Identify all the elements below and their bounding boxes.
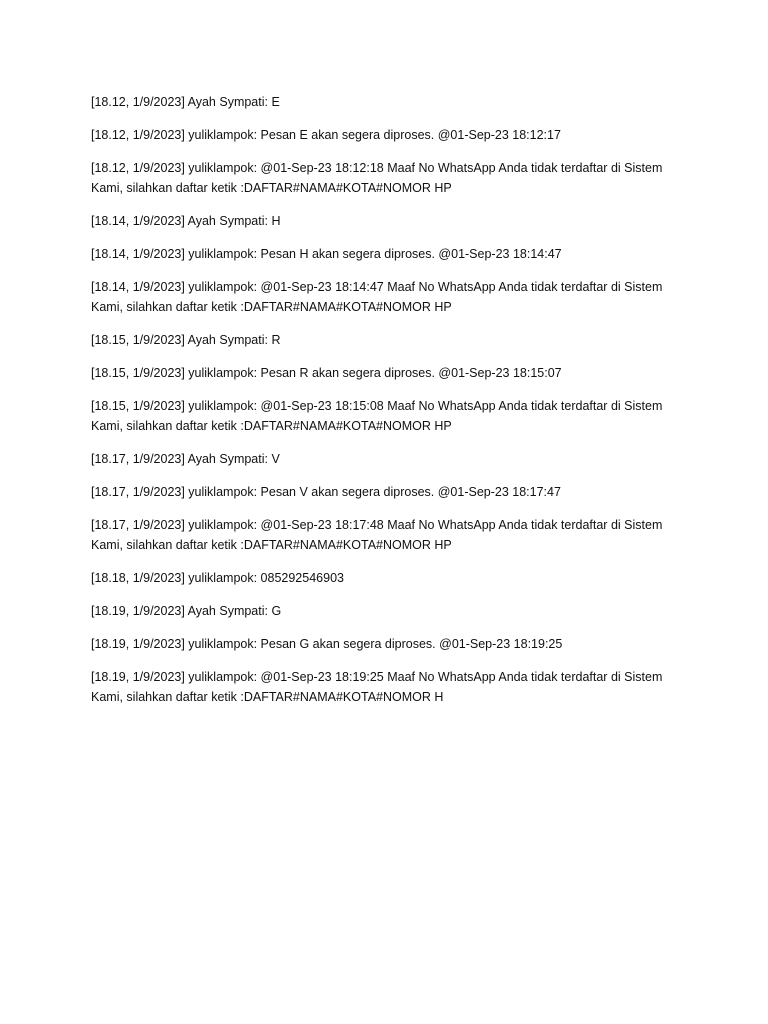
chat-message: [18.19, 1/9/2023] yuliklampok: Pesan G akan segera diproses. @01-Sep-23 18:19:25 [91, 637, 563, 651]
chat-message: [18.15, 1/9/2023] Ayah Sympati: R [91, 333, 281, 347]
chat-message: [18.15, 1/9/2023] yuliklampok: @01-Sep-23 18:15:08 Maaf No WhatsApp Anda tidak terdaftar di Sistem Kami, silahkan daftar ketik :DAFTAR#NAMA#KOTA#NOMOR HP [91, 399, 663, 433]
chat-message: [18.15, 1/9/2023] yuliklampok: Pesan R akan segera diproses. @01-Sep-23 18:15:07 [91, 366, 562, 380]
chat-message: [18.12, 1/9/2023] yuliklampok: @01-Sep-23 18:12:18 Maaf No WhatsApp Anda tidak terdaftar di Sistem Kami, silahkan daftar ketik :DAFTAR#NAMA#KOTA#NOMOR HP [91, 161, 663, 195]
chat-message: [18.12, 1/9/2023] yuliklampok: Pesan E akan segera diproses. @01-Sep-23 18:12:17 [91, 128, 561, 142]
chat-message: [18.17, 1/9/2023] yuliklampok: Pesan V akan segera diproses. @01-Sep-23 18:17:47 [91, 485, 561, 499]
chat-message: [18.19, 1/9/2023] yuliklampok: @01-Sep-23 18:19:25 Maaf No WhatsApp Anda tidak terdaftar di Sistem Kami, silahkan daftar ketik :DAFTAR#NAMA#KOTA#NOMOR H [91, 670, 663, 704]
chat-message: [18.17, 1/9/2023] Ayah Sympati: V [91, 452, 280, 466]
chat-message: [18.14, 1/9/2023] yuliklampok: Pesan H akan segera diproses. @01-Sep-23 18:14:47 [91, 247, 562, 261]
chat-message: [18.18, 1/9/2023] yuliklampok: 085292546903 [91, 571, 344, 585]
chat-message: [18.17, 1/9/2023] yuliklampok: @01-Sep-23 18:17:48 Maaf No WhatsApp Anda tidak terdaftar di Sistem Kami, silahkan daftar ketik :DAFTAR#NAMA#KOTA#NOMOR HP [91, 518, 663, 552]
chat-message: [18.12, 1/9/2023] Ayah Sympati: E [91, 95, 280, 109]
chat-message: [18.14, 1/9/2023] yuliklampok: @01-Sep-23 18:14:47 Maaf No WhatsApp Anda tidak terdaftar di Sistem Kami, silahkan daftar ketik :DAFTAR#NAMA#KOTA#NOMOR HP [91, 280, 663, 314]
chat-message: [18.19, 1/9/2023] Ayah Sympati: G [91, 604, 282, 618]
document-page [91, 92, 691, 720]
chat-message: [18.14, 1/9/2023] Ayah Sympati: H [91, 214, 281, 228]
